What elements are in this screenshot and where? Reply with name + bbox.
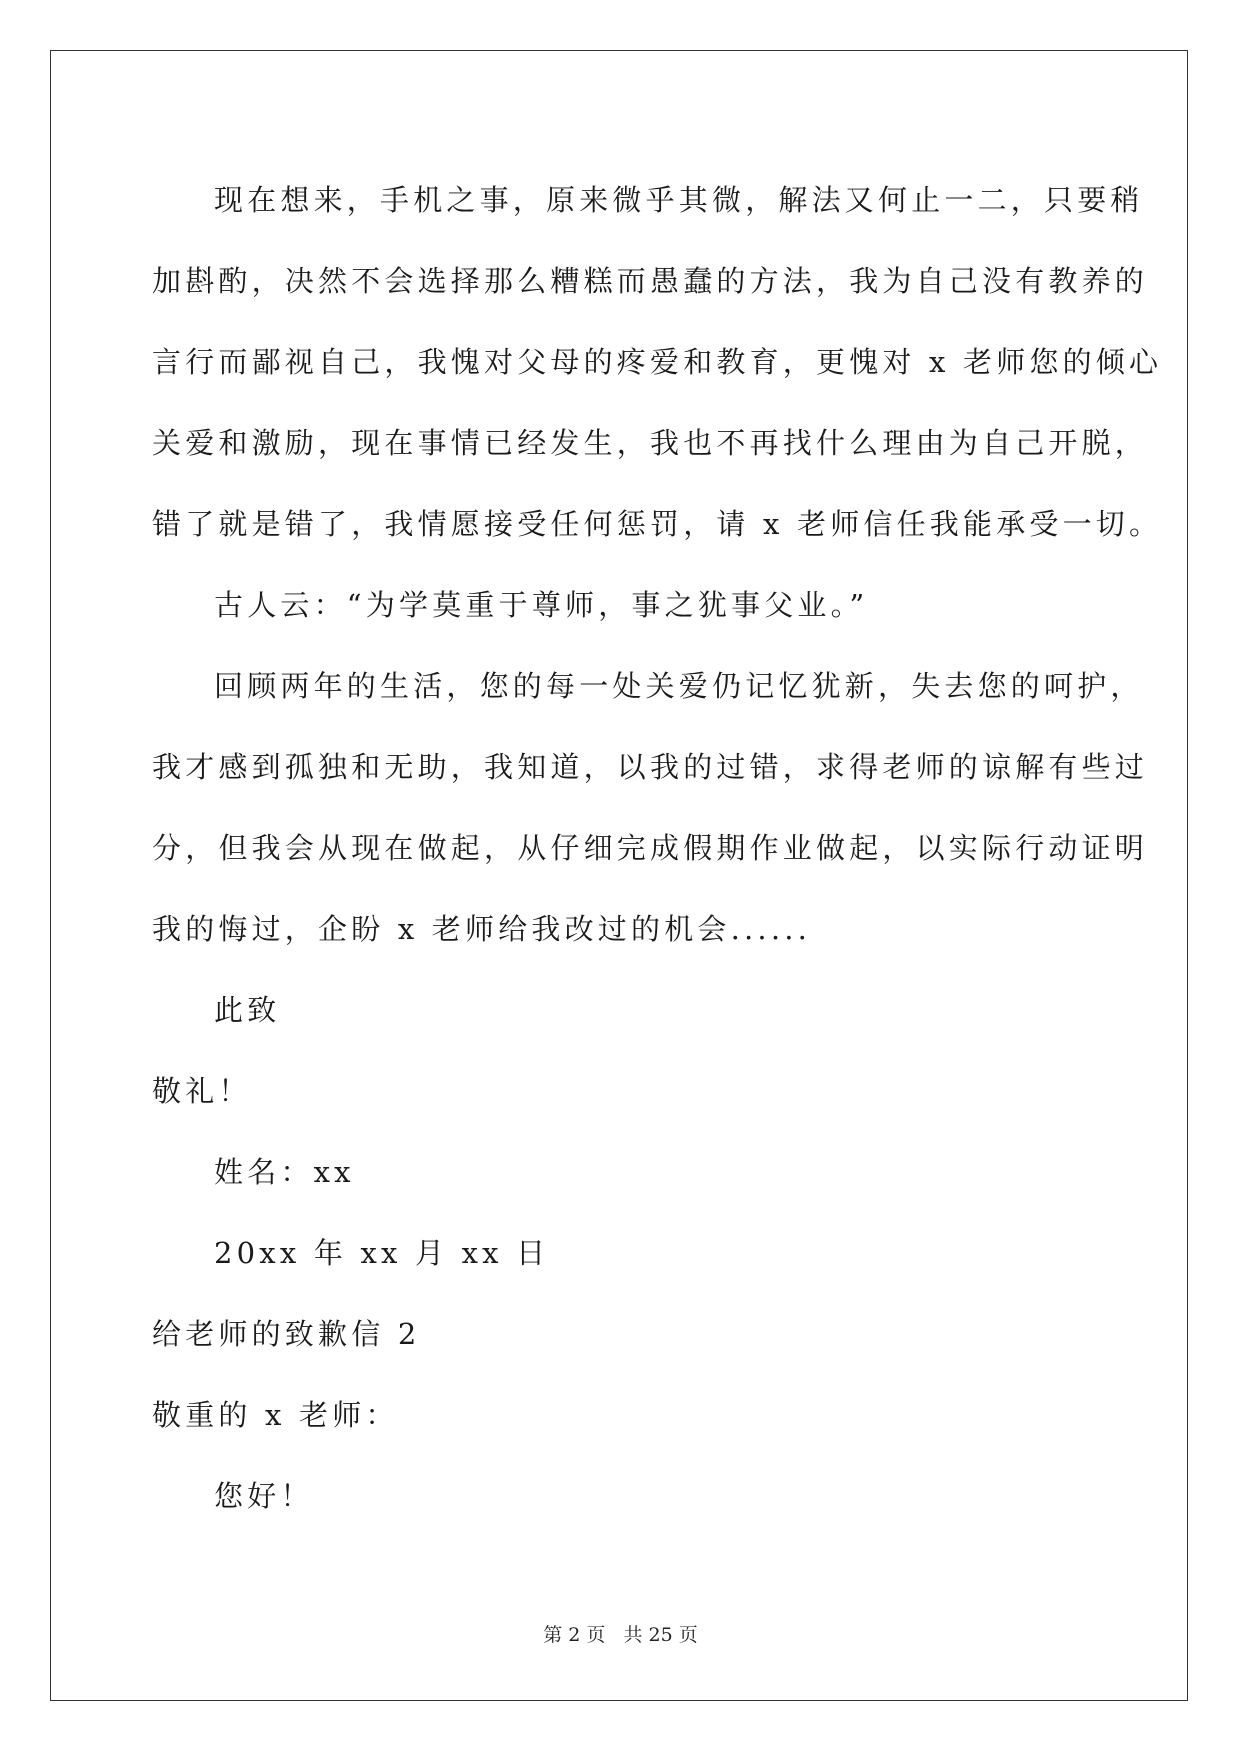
quote-line: 古人云：“为学莫重于尊师，事之犹事父业。” [214,588,869,622]
salutation-line: 敬礼！ [152,1074,252,1108]
section-title: 给老师的致歉信 2 [152,1317,421,1351]
paragraph-line: 我才感到孤独和无助，我知道，以我的过错，求得老师的谅解有些过 [152,750,1149,784]
paragraph-line: 现在想来，手机之事，原来微乎其微，解法又何止一二，只要稍 [214,183,1144,217]
paragraph-line: 言行而鄙视自己，我愧对父母的疼爱和教育，更愧对 x 老师您的倾心 [152,345,1163,379]
paragraph-line: 回顾两年的生活，您的每一处关爱仍记忆犹新，失去您的呵护， [214,669,1144,703]
signature-name: 姓名：xx [214,1155,355,1189]
page-footer [0,1620,1241,1647]
page-number: 第 2 页 [543,1624,606,1646]
greeting-line: 您好！ [214,1479,314,1513]
paragraph-line: 关爱和激励，现在事情已经发生，我也不再找什么理由为自己开脱， [152,426,1149,460]
paragraph-line: 分，但我会从现在做起，从仔细完成假期作业做起，以实际行动证明 [152,831,1149,865]
paragraph-line: 加斟酌，决然不会选择那么糟糕而愚蠢的方法，我为自己没有教养的 [152,264,1149,298]
closing-line: 此致 [214,993,281,1027]
page-total: 共 25 页 [623,1624,698,1646]
greeting-recipient: 敬重的 x 老师： [152,1398,399,1432]
paragraph-line: 错了就是错了，我情愿接受任何惩罚，请 x 老师信任我能承受一切。 [152,507,1163,541]
signature-date: 20xx 年 xx 月 xx 日 [214,1236,550,1270]
document-body [152,160,1163,1537]
paragraph-line: 我的悔过，企盼 x 老师给我改过的机会...... [152,912,812,946]
